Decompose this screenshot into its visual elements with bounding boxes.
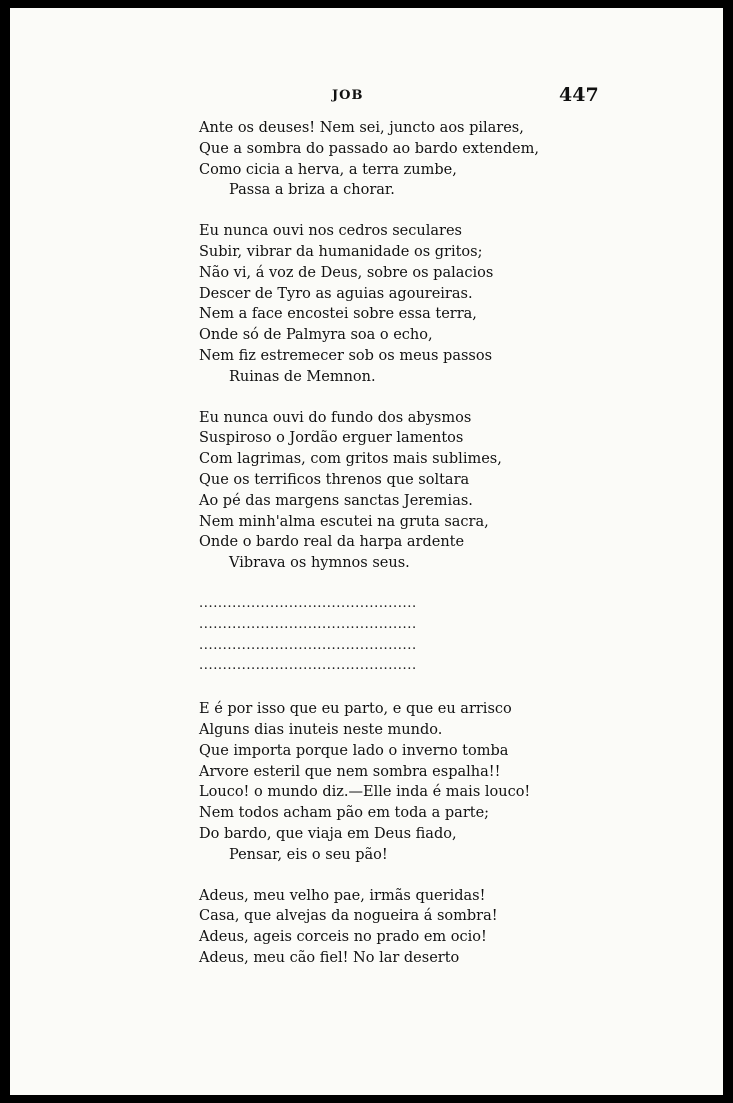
ellipsis-line: .............................................. — [199, 595, 417, 611]
verse-line: Ao pé das margens sanctas Jeremias. — [199, 492, 473, 509]
stanza — [199, 221, 539, 387]
verse-line: Com lagrimas, com gritos mais sublimes, — [199, 451, 502, 468]
stanza-group-before — [199, 118, 539, 574]
running-head: JOB — [332, 88, 364, 103]
ellipsis-line: .............................................. — [199, 658, 417, 674]
verse-line: Onde o bardo real da harpa ardente — [199, 534, 465, 551]
verse-line: E é por isso que eu parto, e que eu arrisco — [199, 701, 512, 718]
verse-line: Onde só de Palmyra soa o echo, — [199, 327, 433, 344]
verse-line: Descer de Tyro as aguias agoureiras. — [199, 285, 473, 302]
verse-line: Como cicia a herva, a terra zumbe, — [199, 161, 457, 178]
verse-line: Adeus, meu velho pae, irmãs queridas! — [199, 887, 486, 904]
verse-line: Pensar, eis o seu pão! — [229, 846, 388, 863]
verse-line: Do bardo, que viaja em Deus fiado, — [199, 825, 457, 842]
ellipsis-line: .............................................. — [199, 616, 417, 632]
verse-line: Arvore esteril que nem sombra espalha!! — [199, 763, 501, 780]
verse-line: Que a sombra do passado ao bardo extendem, — [199, 140, 539, 157]
verse-line: Não vi, á voz de Deus, sobre os palacios — [199, 264, 494, 281]
verse-line: Passa a briza a chorar. — [229, 182, 395, 199]
stanza — [199, 886, 539, 969]
verse-line: Alguns dias inuteis neste mundo. — [199, 721, 443, 738]
verse-line: Nem fiz estremecer sob os meus passos — [199, 347, 493, 364]
verse-line: Adeus, meu cão fiel! No lar deserto — [199, 949, 460, 966]
verse-line: Louco! o mundo diz.—Elle inda é mais louco! — [199, 784, 531, 801]
verse-line: Vibrava os hymnos seus. — [229, 555, 410, 572]
ellipsis-line: .............................................. — [199, 637, 417, 653]
verse-line: Nem todos acham pão em toda a parte; — [199, 805, 490, 822]
verse-line: Subir, vibrar da humanidade os gritos; — [199, 243, 483, 260]
verse-line: Nem a face encostei sobre essa terra, — [199, 306, 477, 323]
verse-line: Adeus, ageis corceis no prado em ocio! — [199, 929, 487, 946]
stanza-group-after — [199, 699, 539, 969]
poem-body — [199, 118, 539, 989]
ellipsis-separator — [199, 594, 465, 677]
stanza — [199, 118, 539, 201]
stanza — [199, 699, 539, 865]
book-page — [10, 8, 723, 1095]
verse-line: Nem minh'alma escutei na gruta sacra, — [199, 513, 489, 530]
verse-line: Eu nunca ouvi do fundo dos abysmos — [199, 409, 472, 426]
verse-line: Casa, que alvejas da nogueira á sombra! — [199, 908, 498, 925]
verse-line: Que importa porque lado o inverno tomba — [199, 742, 509, 759]
verse-line: Ante os deuses! Nem sei, juncto aos pilares, — [199, 120, 524, 136]
verse-line: Ruinas de Memnon. — [229, 368, 376, 385]
verse-line: Suspiroso o Jordão erguer lamentos — [199, 430, 464, 447]
verse-line: Que os terrificos threnos que soltara — [199, 471, 470, 488]
page-number: 447 — [559, 84, 599, 106]
verse-line: Eu nunca ouvi nos cedros seculares — [199, 223, 462, 240]
stanza — [199, 408, 539, 574]
